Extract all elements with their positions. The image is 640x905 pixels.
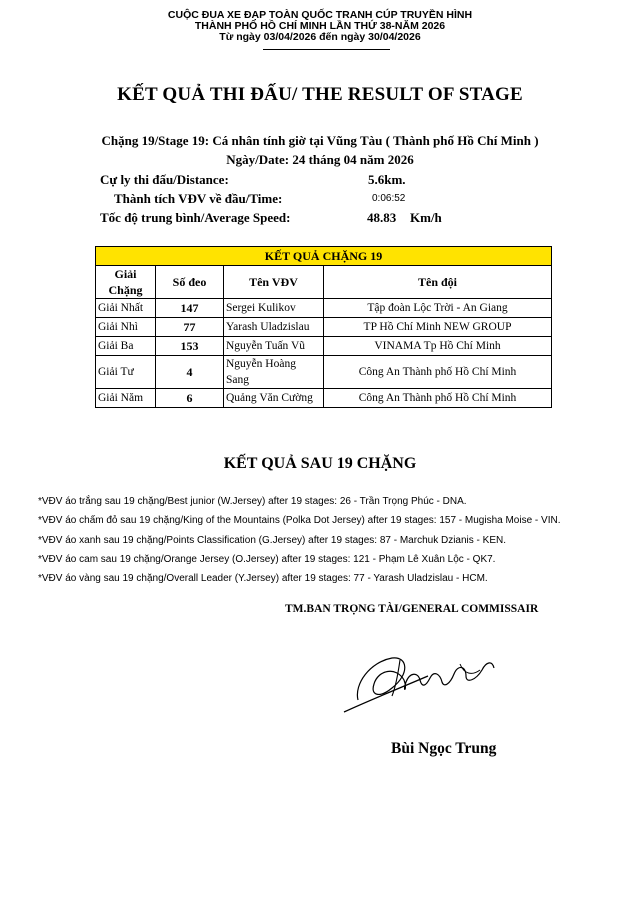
page-title: KẾT QUẢ THI ĐẤU/ THE RESULT OF STAGE	[117, 84, 523, 105]
col-header-team: Tên đội	[324, 266, 552, 299]
rider-cell: Nguyễn Hoàng Sang	[224, 356, 324, 389]
prize-cell: Giải Nhất	[96, 299, 156, 318]
jersey-polka-dot-line: *VĐV áo chấm đỏ sau 19 chặng/King of the Mountains (Polka Dot Jersey) after 19 stages: 157 - Mugisha Moise - VIN.	[38, 515, 561, 526]
rider-cell: Sergei Kulikov	[224, 299, 324, 318]
team-cell: Tập đoàn Lộc Trời - An Giang	[324, 299, 552, 318]
speed-value: 48.83	[367, 210, 397, 225]
bib-cell: 4	[156, 356, 224, 389]
jersey-orange-line: *VĐV áo cam sau 19 chặng/Orange Jersey (O.Jersey) after 19 stages: 121 - Phạm Lê Xuân Lộc - QK7.	[38, 554, 496, 565]
event-dates: Từ ngày 03/04/2026 đến ngày 30/04/2026	[219, 31, 421, 43]
prize-cell: Giải Ba	[96, 337, 156, 356]
organizer-title-line2: THÀNH PHỐ HỒ CHÍ MINH LẦN THỨ 38-NĂM 2026	[194, 20, 446, 32]
bib-cell: 77	[156, 318, 224, 337]
results-banner: KẾT QUẢ CHẶNG 19	[96, 247, 552, 266]
col-header-bib: Số đeo	[156, 266, 224, 299]
rider-cell: Quảng Văn Cường	[224, 389, 324, 408]
prize-cell: Giải Tư	[96, 356, 156, 389]
stage-results-table	[95, 246, 552, 408]
table-row	[96, 299, 552, 318]
table-row	[96, 318, 552, 337]
commissaire-title: TM.BAN TRỌNG TÀI/GENERAL COMMISSAIR	[285, 603, 539, 615]
bib-cell: 153	[156, 337, 224, 356]
bib-cell: 6	[156, 389, 224, 408]
jersey-yellow-line: *VĐV áo vàng sau 19 chặng/Overall Leader (Y.Jersey) after 19 stages: 77 - Yarash Uladzislau - HCM.	[38, 573, 488, 584]
distance-value: 5.6km.	[368, 172, 406, 187]
bib-cell: 147	[156, 299, 224, 318]
jersey-green-line: *VĐV áo xanh sau 19 chặng/Points Classification (G.Jersey) after 19 stages: 87 - Marchuk Dzianis - KEN.	[38, 535, 506, 546]
stage-date: Ngày/Date: 24 tháng 04 năm 2026	[226, 152, 414, 167]
distance-label: Cự ly thi đấu/Distance:	[100, 172, 229, 187]
team-cell: Công An Thành phố Hồ Chí Minh	[324, 356, 552, 389]
prize-cell: Giải Năm	[96, 389, 156, 408]
time-value: 0:06:52	[372, 193, 406, 204]
table-row	[96, 356, 552, 389]
team-cell: TP Hồ Chí Minh NEW GROUP	[324, 318, 552, 337]
table-row	[96, 389, 552, 408]
team-cell: Công An Thành phố Hồ Chí Minh	[324, 389, 552, 408]
organizer-title-line1: CUỘC ĐUA XE ĐẠP TOÀN QUỐC TRANH CÚP TRUYỀN HÌNH	[167, 9, 473, 21]
stage-description: Chặng 19/Stage 19: Cá nhân tính giờ tại Vũng Tàu ( Thành phố Hồ Chí Minh )	[101, 133, 539, 148]
team-cell: VINAMA Tp Hồ Chí Minh	[324, 337, 552, 356]
speed-label: Tốc độ trung bình/Average Speed:	[100, 210, 291, 225]
header-divider	[263, 49, 390, 50]
rider-cell: Yarash Uladzislau	[224, 318, 324, 337]
jersey-white-line: *VĐV áo trắng sau 19 chặng/Best junior (W.Jersey) after 19 stages: 26 - Trần Trọng Phúc - DNA.	[38, 496, 467, 507]
rider-cell: Nguyễn Tuấn Vũ	[224, 337, 324, 356]
speed-unit: Km/h	[410, 210, 442, 225]
col-header-prize: Giải Chặng	[96, 266, 156, 299]
commissaire-name: Bùi Ngọc Trung	[391, 740, 497, 757]
prize-cell: Giải Nhì	[96, 318, 156, 337]
signature-image	[340, 640, 510, 720]
table-row	[96, 337, 552, 356]
col-header-rider: Tên VĐV	[224, 266, 324, 299]
time-label: Thành tích VĐV về đầu/Time:	[114, 191, 283, 206]
overall-results-title: KẾT QUẢ SAU 19 CHẶNG	[223, 455, 417, 472]
